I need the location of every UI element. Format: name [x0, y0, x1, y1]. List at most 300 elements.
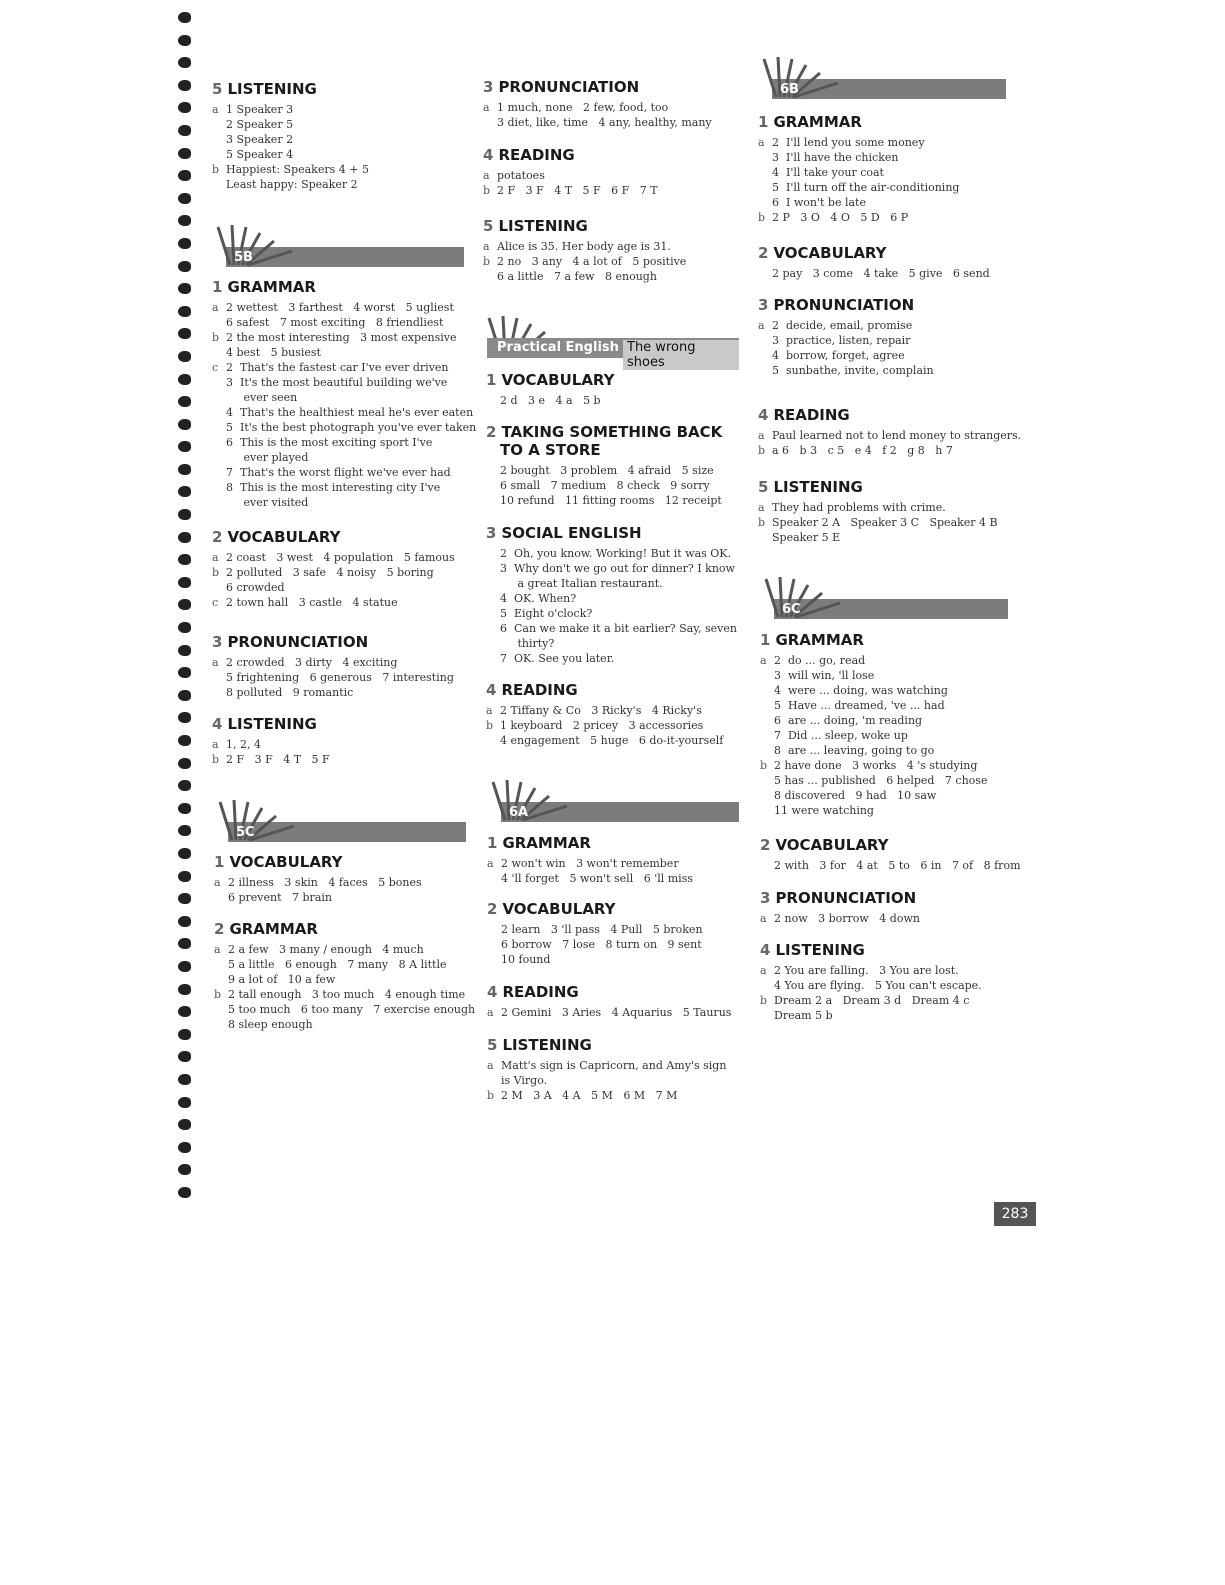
answer-text: 4 borrow, forget, agree: [772, 349, 905, 362]
answer-row: [212, 655, 472, 670]
answer-part-marker: [487, 871, 501, 886]
answer-row: [760, 858, 1020, 873]
section-title: GRAMMAR: [773, 113, 862, 131]
answer-text: 2 do ... go, read: [774, 654, 866, 667]
answer-row: [212, 465, 472, 480]
answer-row: [214, 1002, 474, 1017]
unit-banner-5b: [212, 225, 464, 267]
answer-row: [212, 737, 472, 752]
answer-row: [758, 530, 1018, 545]
answer-text: 1 keyboard 2 pricey 3 accessories: [500, 719, 704, 732]
section-number: 1: [758, 113, 769, 131]
section-title: PRONUNCIATION: [227, 633, 369, 651]
binding-ring: [178, 1142, 191, 1153]
section-number: 4: [760, 941, 771, 959]
answer-row: [212, 315, 472, 330]
answer-part-marker: [487, 1073, 501, 1088]
binding-ring: [178, 667, 191, 678]
answer-row: [486, 621, 746, 636]
answer-part-marker: [758, 180, 772, 195]
answer-text: 6 This is the most exciting sport I've: [226, 436, 433, 449]
answer-part-marker: [486, 576, 500, 591]
section-5a-listening: [212, 80, 472, 192]
answer-part-marker: a: [212, 551, 219, 564]
answer-row: [212, 102, 472, 117]
answer-part-marker: a: [760, 912, 767, 925]
binding-ring: [178, 374, 191, 385]
section-title: VOCABULARY: [502, 900, 616, 918]
answer-row: [760, 713, 1020, 728]
answer-row: [212, 752, 472, 767]
answer-text: 5 Eight o'clock?: [500, 607, 593, 620]
answer-row: [760, 683, 1020, 698]
answer-row: [487, 1073, 747, 1088]
section-heading: [214, 853, 474, 871]
answer-text: 6 Can we make it a bit earlier? Say, seven: [500, 622, 737, 635]
section-title: LISTENING: [773, 478, 863, 496]
answer-text: 2 pay 3 come 4 take 5 give 6 send: [772, 267, 990, 280]
answer-row: [214, 890, 474, 905]
binding-ring: [178, 1187, 191, 1198]
answer-part-marker: [214, 972, 228, 987]
answer-row: [212, 405, 472, 420]
answer-part-marker: [486, 636, 500, 651]
answer-row: [486, 636, 746, 651]
answer-part-marker: [212, 495, 226, 510]
section-number: 4: [758, 406, 769, 424]
answer-row: [758, 318, 1018, 333]
answer-part-marker: b: [212, 753, 220, 766]
section-number: 3: [758, 296, 769, 314]
section-number: 5: [487, 1036, 498, 1054]
section-5b-pronunciation-3: [483, 78, 743, 130]
binding-ring: [178, 283, 191, 294]
answer-row: [483, 239, 743, 254]
answer-text: 2 I'll lend you some money: [772, 136, 925, 149]
answer-text: Speaker 2 A Speaker 3 C Speaker 4 B: [772, 516, 998, 529]
unit-banner-5c: [214, 800, 466, 842]
answer-text: 2 F 3 F 4 T 5 F 6 F 7 T: [497, 184, 658, 197]
section-title: PRONUNCIATION: [773, 296, 915, 314]
answer-part-marker: [212, 420, 226, 435]
answer-part-marker: [758, 363, 772, 378]
answer-part-marker: a: [758, 429, 765, 442]
answer-text: ever played: [226, 451, 309, 464]
section-heading: [758, 244, 1018, 262]
answer-text: 2 P 3 O 4 O 5 D 6 P: [772, 211, 909, 224]
section-title: SOCIAL ENGLISH: [501, 524, 642, 542]
section-number: 3: [760, 889, 771, 907]
binding-ring: [178, 645, 191, 656]
binding-ring: [178, 125, 191, 136]
unit-banner-6b: [758, 57, 1006, 99]
section-heading: [760, 836, 1020, 854]
answer-part-marker: a: [214, 943, 221, 956]
section-title: READING: [773, 406, 850, 424]
answer-row: [212, 480, 472, 495]
answer-row: [758, 363, 1018, 378]
section-number: 5: [758, 478, 769, 496]
answer-row: [212, 375, 472, 390]
answer-text: 8 are ... leaving, going to go: [774, 744, 935, 757]
answer-text: a great Italian restaurant.: [500, 577, 663, 590]
answer-row: [483, 254, 743, 269]
unit-label: 6C: [782, 602, 801, 617]
answer-text: 5 sunbathe, invite, complain: [772, 364, 934, 377]
answer-text: 3 practice, listen, repair: [772, 334, 911, 347]
answer-part-marker: [486, 591, 500, 606]
binding-ring: [178, 893, 191, 904]
binding-ring: [178, 848, 191, 859]
answer-text: 6 borrow 7 lose 8 turn on 9 sent: [501, 938, 702, 951]
section-title: PRONUNCIATION: [775, 889, 917, 907]
binding-ring: [178, 1119, 191, 1130]
answer-text: 6 safest 7 most exciting 8 friendliest: [226, 316, 444, 329]
binding-ring: [178, 916, 191, 927]
answer-row: [760, 653, 1020, 668]
answer-row: [760, 788, 1020, 803]
answer-part-marker: b: [483, 255, 491, 268]
answer-text: 5 I'll turn off the air-conditioning: [772, 181, 960, 194]
section-heading: [758, 478, 1018, 496]
section-title: READING: [498, 146, 575, 164]
answer-text: 2 with 3 for 4 at 5 to 6 in 7 of 8 from: [774, 859, 1021, 872]
answer-row: [212, 420, 477, 435]
answer-row: [483, 115, 743, 130]
binding-ring: [178, 758, 191, 769]
answer-part-marker: [760, 1008, 774, 1023]
section-heading: [760, 631, 1020, 649]
answer-part-marker: b: [486, 719, 494, 732]
answer-row: [486, 463, 746, 478]
answer-text: thirty?: [500, 637, 555, 650]
section-5b-grammar: [212, 278, 477, 510]
answer-row: [758, 210, 1018, 225]
answer-part-marker: a: [758, 501, 765, 514]
answer-row: [758, 180, 1018, 195]
answer-part-marker: [758, 150, 772, 165]
answer-text: 2 Gemini 3 Aries 4 Aquarius 5 Taurus: [501, 1006, 732, 1019]
answer-part-marker: [760, 773, 774, 788]
section-title: PRONUNCIATION: [498, 78, 640, 96]
answer-part-marker: [212, 580, 226, 595]
answer-row: [483, 269, 743, 284]
answer-row: [486, 576, 746, 591]
section-title: READING: [502, 983, 579, 1001]
section-number: 1: [486, 371, 497, 389]
answer-part-marker: [487, 937, 501, 952]
answer-row: [214, 972, 474, 987]
answer-row: [760, 758, 1020, 773]
binding-ring: [178, 1164, 191, 1175]
answer-text: 8 polluted 9 romantic: [226, 686, 354, 699]
section-pe-vocabulary: [486, 371, 746, 408]
answer-part-marker: [486, 393, 500, 408]
binding-ring: [178, 599, 191, 610]
answer-row: [486, 478, 746, 493]
answer-text: 2 wettest 3 farthest 4 worst 5 ugliest: [226, 301, 454, 314]
answer-row: [758, 266, 1018, 281]
answer-row: [212, 565, 472, 580]
answer-row: [214, 987, 474, 1002]
section-6c-vocabulary: [760, 836, 1020, 873]
binding-ring: [178, 984, 191, 995]
answer-part-marker: a: [212, 656, 219, 669]
section-number: 3: [483, 78, 494, 96]
answer-text: 2 illness 3 skin 4 faces 5 bones: [228, 876, 422, 889]
binding-ring: [178, 80, 191, 91]
answer-text: 4 'll forget 5 won't sell 6 'll miss: [501, 872, 693, 885]
answer-text: 2 Oh, you know. Working! But it was OK.: [500, 547, 732, 560]
answer-part-marker: [212, 345, 226, 360]
answer-row: [214, 957, 474, 972]
answer-part-marker: [212, 315, 226, 330]
section-heading: [486, 423, 746, 441]
answer-text: 1, 2, 4: [226, 738, 261, 751]
binding-ring: [178, 712, 191, 723]
binding-ring: [178, 170, 191, 181]
binding-ring: [178, 825, 191, 836]
section-6b-grammar: [758, 113, 1018, 225]
section-number: 2: [212, 528, 223, 546]
answer-text: 5 frightening 6 generous 7 interesting: [226, 671, 454, 684]
answer-part-marker: a: [487, 1006, 494, 1019]
section-number: 4: [483, 146, 494, 164]
answer-part-marker: b: [483, 184, 491, 197]
answer-part-marker: [486, 478, 500, 493]
answer-row: [212, 117, 472, 132]
answer-text: 8 sleep enough: [228, 1018, 313, 1031]
binding-ring: [178, 419, 191, 430]
section-heading: [486, 524, 746, 542]
section-title: LISTENING: [498, 217, 588, 235]
answer-row: [760, 698, 1020, 713]
answer-part-marker: [487, 922, 501, 937]
answer-text: 7 Did ... sleep, woke up: [774, 729, 908, 742]
section-5b-listening: [212, 715, 472, 767]
answer-text: 1 much, none 2 few, food, too: [497, 101, 669, 114]
answer-part-marker: [486, 621, 500, 636]
unit-label: 6A: [509, 805, 529, 820]
answer-text: 5 Speaker 4: [226, 148, 294, 161]
answer-row: [760, 993, 1020, 1008]
answer-row: [486, 561, 746, 576]
answer-row: [486, 546, 746, 561]
answer-row: [212, 300, 472, 315]
binding-ring: [178, 554, 191, 565]
answer-text: 2 d 3 e 4 a 5 b: [500, 394, 601, 407]
answer-row: [212, 360, 472, 375]
answer-text: 2 coast 3 west 4 population 5 famous: [226, 551, 455, 564]
answer-text: 4 I'll take your coat: [772, 166, 884, 179]
section-title: VOCABULARY: [501, 371, 615, 389]
section-number: 1: [214, 853, 225, 871]
binding-ring: [178, 690, 191, 701]
section-6c-listening: [760, 941, 1020, 1023]
answer-row: [758, 443, 1018, 458]
answer-row: [212, 330, 472, 345]
section-heading: [212, 80, 472, 98]
answer-text: 4 You are flying. 5 You can't escape.: [774, 979, 982, 992]
section-title: GRAMMAR: [775, 631, 864, 649]
answer-part-marker: b: [212, 566, 220, 579]
binding-ring: [178, 351, 191, 362]
answer-row: [212, 162, 472, 177]
answer-row: [487, 1005, 747, 1020]
answer-text: 8 This is the most interesting city I've: [226, 481, 441, 494]
answer-row: [212, 345, 472, 360]
answer-text: 5 Have ... dreamed, 've ... had: [774, 699, 945, 712]
section-heading: [212, 633, 472, 651]
answer-row: [758, 165, 1018, 180]
answer-row: [758, 428, 1022, 443]
answer-row: [760, 978, 1020, 993]
answer-part-marker: [486, 493, 500, 508]
section-6c-grammar: [760, 631, 1020, 818]
answer-part-marker: a: [212, 738, 219, 751]
section-number: 4: [486, 681, 497, 699]
answer-text: 2 town hall 3 castle 4 statue: [226, 596, 398, 609]
answer-row: [212, 390, 472, 405]
answer-part-marker: [758, 530, 772, 545]
answer-row: [760, 668, 1020, 683]
answer-text: Speaker 5 E: [772, 531, 841, 544]
unit-label: 5B: [234, 250, 253, 265]
answer-part-marker: [486, 546, 500, 561]
answer-row: [212, 685, 472, 700]
answer-row: [212, 495, 472, 510]
answer-part-marker: a: [758, 136, 765, 149]
section-heading: [758, 113, 1018, 131]
binding-ring: [178, 961, 191, 972]
section-5b-reading: [483, 146, 743, 198]
section-number: 2: [760, 836, 771, 854]
answer-text: 10 refund 11 fitting rooms 12 receipt: [500, 494, 722, 507]
answer-part-marker: [760, 683, 774, 698]
answer-row: [487, 952, 747, 967]
answer-part-marker: [487, 952, 501, 967]
answer-text: 11 were watching: [774, 804, 874, 817]
answer-part-marker: a: [758, 319, 765, 332]
answer-text: 2 no 3 any 4 a lot of 5 positive: [497, 255, 687, 268]
answer-row: [486, 703, 746, 718]
section-number: 1: [212, 278, 223, 296]
answer-part-marker: [214, 890, 228, 905]
sunburst-icon: [487, 780, 577, 822]
answer-part-marker: a: [487, 857, 494, 870]
answer-part-marker: [212, 685, 226, 700]
section-title: GRAMMAR: [229, 920, 318, 938]
answer-part-marker: c: [212, 596, 219, 609]
answer-text: potatoes: [497, 169, 545, 182]
answer-row: [760, 803, 1020, 818]
section-heading: [212, 528, 472, 546]
binding-ring: [178, 780, 191, 791]
section-heading: [760, 941, 1020, 959]
answer-part-marker: [483, 115, 497, 130]
answer-part-marker: c: [212, 361, 219, 374]
answer-text: 6 a little 7 a few 8 enough: [497, 270, 657, 283]
section-number: 3: [486, 524, 497, 542]
answer-part-marker: a: [214, 876, 221, 889]
answer-part-marker: b: [758, 444, 766, 457]
answer-text: 7 OK. See you later.: [500, 652, 615, 665]
answer-row: [758, 500, 1018, 515]
answer-part-marker: [214, 957, 228, 972]
answer-text: 2 decide, email, promise: [772, 319, 913, 332]
answer-row: [212, 177, 472, 192]
section-heading: [486, 681, 746, 699]
binding-ring: [178, 1051, 191, 1062]
page-number: 283: [994, 1202, 1036, 1226]
answer-text: 3 Why don't we go out for dinner? I know: [500, 562, 735, 575]
answer-row: [487, 871, 747, 886]
answer-part-marker: [486, 463, 500, 478]
answer-row: [212, 147, 472, 162]
section-heading: [483, 78, 743, 96]
binding-ring: [178, 871, 191, 882]
answer-text: 4 That's the healthiest meal he's ever eaten: [226, 406, 474, 419]
answer-part-marker: a: [483, 240, 490, 253]
binding-ring: [178, 938, 191, 949]
section-6b-reading: [758, 406, 1022, 458]
answer-text: 2 That's the fastest car I've ever driven: [226, 361, 449, 374]
binding-ring: [178, 238, 191, 249]
answer-part-marker: [760, 978, 774, 993]
answer-row: [758, 348, 1018, 363]
answer-part-marker: b: [758, 516, 766, 529]
answer-part-marker: b: [212, 163, 220, 176]
section-title-line2: TO A STORE: [500, 441, 601, 459]
binding-ring: [178, 215, 191, 226]
answer-part-marker: b: [760, 994, 768, 1007]
binding-ring: [178, 486, 191, 497]
answer-part-marker: [758, 348, 772, 363]
binding-ring: [178, 328, 191, 339]
answer-text: 2 M 3 A 4 A 5 M 6 M 7 M: [501, 1089, 678, 1102]
answer-part-marker: [212, 177, 226, 192]
section-title: VOCABULARY: [775, 836, 889, 854]
section-number: 5: [212, 80, 223, 98]
answer-row: [487, 856, 747, 871]
section-title: GRAMMAR: [227, 278, 316, 296]
answer-part-marker: [483, 269, 497, 284]
section-6c-pronunciation: [760, 889, 1020, 926]
answer-part-marker: a: [486, 704, 493, 717]
answer-row: [487, 1058, 747, 1073]
answer-row: [758, 333, 1018, 348]
answer-text: 3 diet, like, time 4 any, healthy, many: [497, 116, 712, 129]
answer-row: [483, 100, 743, 115]
answer-part-marker: [486, 606, 500, 621]
binding-ring: [178, 735, 191, 746]
section-number: 2: [487, 900, 498, 918]
binding-ring: [178, 577, 191, 588]
section-6b-listening: [758, 478, 1018, 545]
answer-text: Dream 2 a Dream 3 d Dream 4 c: [774, 994, 970, 1007]
section-heading: [487, 1036, 747, 1054]
answer-text: 6 are ... doing, 'm reading: [774, 714, 923, 727]
answer-text: is Virgo.: [501, 1074, 548, 1087]
answer-row: [212, 550, 472, 565]
answer-text: 5 has ... published 6 helped 7 chose: [774, 774, 988, 787]
answer-row: [483, 168, 743, 183]
unit-label: 6B: [780, 82, 799, 97]
section-heading: [487, 900, 747, 918]
binding-ring: [178, 12, 191, 23]
section-number: 2: [486, 423, 497, 441]
answer-part-marker: [212, 405, 226, 420]
